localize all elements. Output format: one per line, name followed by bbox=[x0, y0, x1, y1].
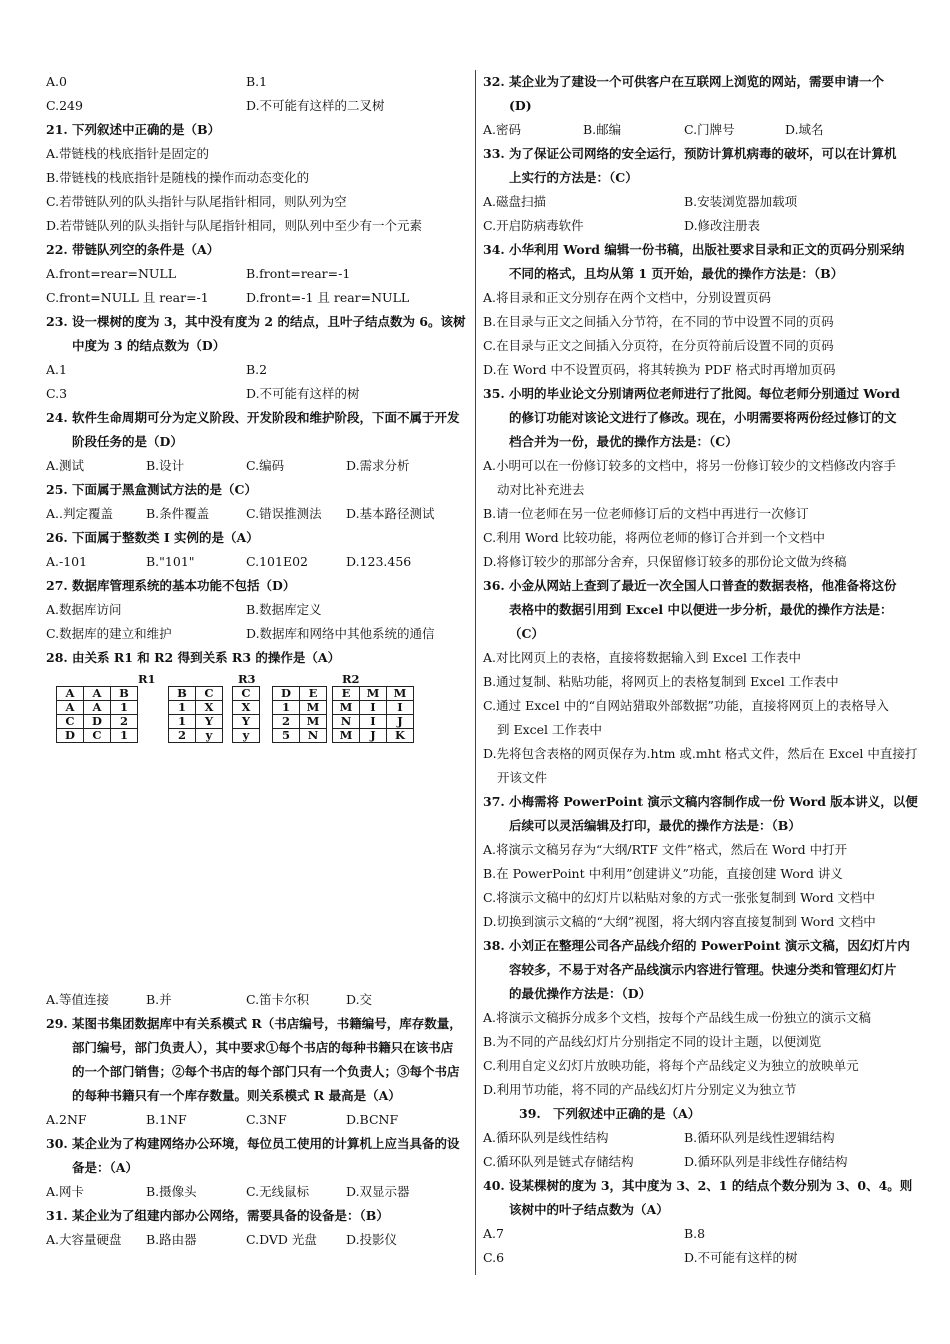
question-34: 34. 小华利用 Word 编辑一份书稿，出版社要求目录和正文的页码分别采纳 bbox=[483, 242, 905, 257]
option: D.BCNF bbox=[346, 1112, 399, 1127]
question-text: 表格中的数据引用到 Excel 中以便进一步分析，最优的操作方法是： bbox=[509, 602, 893, 617]
option: A.循环队列是线性结构 bbox=[483, 1130, 609, 1145]
relation-table-r2b: E M M M I I N I J M J K bbox=[332, 686, 414, 743]
question-23: 23. 设一棵树的度为 3，其中没有度为 2 的结点，且叶子结点数为 6。该树 bbox=[46, 314, 466, 329]
relation-tables bbox=[46, 672, 468, 752]
option: C.DVD 光盘 bbox=[246, 1232, 317, 1247]
option: A.7 bbox=[483, 1226, 504, 1241]
option: D.不可能有这样的二叉树 bbox=[246, 98, 385, 113]
question-39: 39. 下列叙述中正确的是（A） bbox=[519, 1106, 701, 1121]
option: D.切换到演示文稿的“大纲”视图，将大纲内容直接复制到 Word 文档中 bbox=[483, 914, 876, 929]
option: B.front=rear=-1 bbox=[246, 266, 351, 281]
right-column bbox=[483, 70, 918, 1270]
question-text: 档合并为一份，最优的操作方法是：（C） bbox=[509, 434, 738, 449]
question-33: 33. 为了保证公司网络的安全运行，预防计算机病毒的破坏，可以在计算机 bbox=[483, 146, 897, 161]
question-30: 30. 某企业为了构建网络办公环境，每位员工使用的计算机上应当具备的设 bbox=[46, 1136, 460, 1151]
option: C.6 bbox=[483, 1250, 505, 1265]
option: D.front=-1 且 rear=NULL bbox=[246, 290, 410, 305]
option: A.对比网页上的表格，直接将数据输入到 Excel 工作表中 bbox=[483, 650, 802, 665]
option: D.123.456 bbox=[346, 554, 412, 569]
option: B."101" bbox=[146, 554, 195, 569]
relation-table-r1b: B C 1 X 1 Y 2 y bbox=[168, 686, 223, 743]
option: A..判定覆盖 bbox=[46, 506, 113, 521]
option: B.在 PowerPoint 中利用”创建讲义”功能，直接创建 Word 讲义 bbox=[483, 866, 843, 881]
option: C.3 bbox=[46, 386, 68, 401]
option: A.front=rear=NULL bbox=[46, 266, 177, 281]
option: C.front=NULL 且 rear=-1 bbox=[46, 290, 209, 305]
relation-table-r3: C X Y y bbox=[232, 686, 260, 743]
option: B.1 bbox=[246, 74, 268, 89]
option: D.交 bbox=[346, 992, 373, 1007]
option: D.不可能有这样的树 bbox=[684, 1250, 798, 1265]
question-35: 35. 小明的毕业论文分别请两位老师进行了批阅。每位老师分别通过 Word bbox=[483, 386, 901, 401]
option: D.将修订较少的那部分舍弃，只保留修订较多的那份论文做为终稿 bbox=[483, 554, 847, 569]
option: D.需求分析 bbox=[346, 458, 410, 473]
option: B.带链栈的栈底指针是随栈的操作而动态变化的 bbox=[46, 170, 310, 185]
option: B.请一位老师在另一位老师修订后的文档中再进行一次修订 bbox=[483, 506, 809, 521]
option: B.2 bbox=[246, 362, 268, 377]
option: B.为不同的产品线幻灯片分别指定不同的设计主题，以便浏览 bbox=[483, 1034, 822, 1049]
option: A.1 bbox=[46, 362, 67, 377]
option: A.测试 bbox=[46, 458, 85, 473]
option: B.通过复制、粘贴功能，将网页上的表格复制到 Excel 工作表中 bbox=[483, 674, 839, 689]
option: C.门牌号 bbox=[684, 122, 735, 137]
relation-table-r2a: D E 1 M 2 M 5 N bbox=[272, 686, 327, 743]
relation-table-r1: A A B A A 1 C D 2 D C 1 bbox=[56, 686, 138, 743]
question-text: （C） bbox=[509, 626, 544, 641]
option: D.修改注册表 bbox=[684, 218, 761, 233]
question-22: 22. 带链队列空的条件是（A） bbox=[46, 242, 220, 257]
option: C.循环队列是链式存储结构 bbox=[483, 1154, 634, 1169]
option: A.将演示文稿另存为“大纲/RTF 文件”格式，然后在 Word 中打开 bbox=[483, 842, 848, 857]
option: A.0 bbox=[46, 74, 67, 89]
option: D.数据库和网络中其他系统的通信 bbox=[246, 626, 435, 641]
question-36: 36. 小金从网站上查到了最近一次全国人口普查的数据表格，他准备将这份 bbox=[483, 578, 897, 593]
option: A.大容量硬盘 bbox=[46, 1232, 122, 1247]
question-40: 40. 设某棵树的度为 3，其中度为 3、2、1 的结点个数分别为 3、0、4。则 bbox=[483, 1178, 913, 1193]
relation-label-r3: R3 bbox=[238, 672, 256, 686]
option: A.将目录和正文分别存在两个文档中，分别设置页码 bbox=[483, 290, 772, 305]
question-25: 25. 下面属于黑盒测试方法的是（C） bbox=[46, 482, 257, 497]
question-28: 28. 由关系 R1 和 R2 得到关系 R3 的操作是（A） bbox=[46, 650, 341, 665]
option: B.1NF bbox=[146, 1112, 187, 1127]
question-text: (D) bbox=[509, 98, 532, 113]
option: C.3NF bbox=[246, 1112, 287, 1127]
question-text: 后续可以灵活编辑及打印，最优的操作方法是：（B） bbox=[509, 818, 801, 833]
question-27: 27. 数据库管理系统的基本功能不包括（D） bbox=[46, 578, 296, 593]
option: C.开启防病毒软件 bbox=[483, 218, 584, 233]
option: B.并 bbox=[146, 992, 172, 1007]
question-text: 上实行的方法是：（C） bbox=[509, 170, 638, 185]
option: A.小明可以在一份修订较多的文档中，将另一份修订较少的文档修改内容手 bbox=[483, 458, 897, 473]
option: A.等值连接 bbox=[46, 992, 110, 1007]
option: B.设计 bbox=[146, 458, 185, 473]
option: D.基本路径测试 bbox=[346, 506, 435, 521]
question-text: 的每种书籍只有一个库存数量。则关系模式 R 最高是（A） bbox=[72, 1088, 401, 1103]
option: B.邮编 bbox=[583, 122, 622, 137]
option-continued: 到 Excel 工作表中 bbox=[497, 722, 603, 737]
option: D.双显示器 bbox=[346, 1184, 410, 1199]
option: A.-101 bbox=[46, 554, 88, 569]
option: A.带链栈的栈底指针是固定的 bbox=[46, 146, 210, 161]
option: D.若带链队列的队头指针与队尾指针相同，则队列中至少有一个元素 bbox=[46, 218, 423, 233]
relation-label-r2: R2 bbox=[342, 672, 360, 686]
option: A.密码 bbox=[483, 122, 522, 137]
option: D.利用节功能，将不同的产品线幻灯片分别定义为独立节 bbox=[483, 1082, 797, 1097]
option: C.将演示文稿中的幻灯片以粘贴对象的方式一张张复制到 Word 文档中 bbox=[483, 890, 876, 905]
option: D.先将包含表格的网页保存为.htm 或.mht 格式文件，然后在 Excel 中直接打 bbox=[483, 746, 918, 761]
question-21: 21. 下列叙述中正确的是（B） bbox=[46, 122, 221, 137]
option: A.将演示文稿拆分成多个文档，按每个产品线生成一份独立的演示文稿 bbox=[483, 1010, 872, 1025]
question-text: 中度为 3 的结点数为（D） bbox=[72, 338, 226, 353]
option: B.条件覆盖 bbox=[146, 506, 210, 521]
option: B.8 bbox=[684, 1226, 706, 1241]
option: A.网卡 bbox=[46, 1184, 85, 1199]
option-continued: 动对比补充进去 bbox=[497, 482, 585, 497]
option: B.循环队列是线性逻辑结构 bbox=[684, 1130, 835, 1145]
option: C.笛卡尔积 bbox=[246, 992, 310, 1007]
option: C.无线鼠标 bbox=[246, 1184, 310, 1199]
question-37: 37. 小梅需将 PowerPoint 演示文稿内容制作成一份 Word 版本讲义，以便 bbox=[483, 794, 918, 809]
option: B.安装浏览器加载项 bbox=[684, 194, 798, 209]
option: D.投影仪 bbox=[346, 1232, 398, 1247]
question-26: 26. 下面属于整数类 I 实例的是（A） bbox=[46, 530, 259, 545]
question-text: 的一个部门销售；②每个书店的每个部门只有一个负责人；③每个书店 bbox=[72, 1064, 460, 1079]
question-32: 32. 某企业为了建设一个可供客户在互联网上浏览的网站，需要申请一个 bbox=[483, 74, 885, 89]
question-text: 备是：（A） bbox=[72, 1160, 138, 1175]
option: A.2NF bbox=[46, 1112, 87, 1127]
option: C.错误推测法 bbox=[246, 506, 322, 521]
question-38: 38. 小刘正在整理公司各产品线介绍的 PowerPoint 演示文稿，因幻灯片内 bbox=[483, 938, 910, 953]
question-text: 部门编号，部门负责人），其中要求①每个书店的每种书籍只在该书店 bbox=[72, 1040, 454, 1055]
question-29: 29. 某图书集团数据库中有关系模式 R（书店编号，书籍编号，库存数量， bbox=[46, 1016, 462, 1031]
question-text: 的修订功能对该论文进行了修改。现在，小明需要将两份经过修订的文 bbox=[509, 410, 897, 425]
question-text: 不同的格式，且均从第 1 页开始，最优的操作方法是：（B） bbox=[509, 266, 844, 281]
option: D.循环队列是非线性存储结构 bbox=[684, 1154, 848, 1169]
option: C.数据库的建立和维护 bbox=[46, 626, 172, 641]
option: A.数据库访问 bbox=[46, 602, 122, 617]
option: C.在目录与正文之间插入分页符，在分页符前后设置不同的页码 bbox=[483, 338, 834, 353]
option: C.249 bbox=[46, 98, 83, 113]
option: C.若带链队列的队头指针与队尾指针相同，则队列为空 bbox=[46, 194, 347, 209]
option: D.不可能有这样的树 bbox=[246, 386, 360, 401]
option: B.数据库定义 bbox=[246, 602, 322, 617]
option: C.编码 bbox=[246, 458, 285, 473]
option: C.101E02 bbox=[246, 554, 308, 569]
question-text: 该树中的叶子结点数为（A） bbox=[509, 1202, 669, 1217]
option: D.域名 bbox=[785, 122, 824, 137]
option: D.在 Word 中不设置页码，将其转换为 PDF 格式时再增加页码 bbox=[483, 362, 836, 377]
column-divider bbox=[475, 70, 476, 1275]
question-text: 阶段任务的是（D） bbox=[72, 434, 183, 449]
option: B.在目录与正文之间插入分节符，在不同的节中设置不同的页码 bbox=[483, 314, 834, 329]
option: C.利用 Word 比较功能，将两位老师的修订合并到一个文档中 bbox=[483, 530, 826, 545]
option: B.摄像头 bbox=[146, 1184, 197, 1199]
question-text: 的最优操作方法是：（D） bbox=[509, 986, 652, 1001]
question-text: 容较多，不易于对各产品线演示内容进行管理。快速分类和管理幻灯片 bbox=[509, 962, 897, 977]
option: C.通过 Excel 中的“自网站猎取外部数据”功能，直接将网页上的表格导入 bbox=[483, 698, 889, 713]
option: A.磁盘扫描 bbox=[483, 194, 547, 209]
relation-label-r1: R1 bbox=[138, 672, 156, 686]
option: C.利用自定义幻灯片放映功能，将每个产品线定义为独立的放映单元 bbox=[483, 1058, 859, 1073]
question-31: 31. 某企业为了组建内部办公网络，需要具备的设备是：（B） bbox=[46, 1208, 389, 1223]
option-continued: 开该文件 bbox=[497, 770, 548, 785]
left-column bbox=[46, 70, 468, 1252]
option: B.路由器 bbox=[146, 1232, 197, 1247]
question-24: 24. 软件生命周期可分为定义阶段、开发阶段和维护阶段，下面不属于开发 bbox=[46, 410, 460, 425]
